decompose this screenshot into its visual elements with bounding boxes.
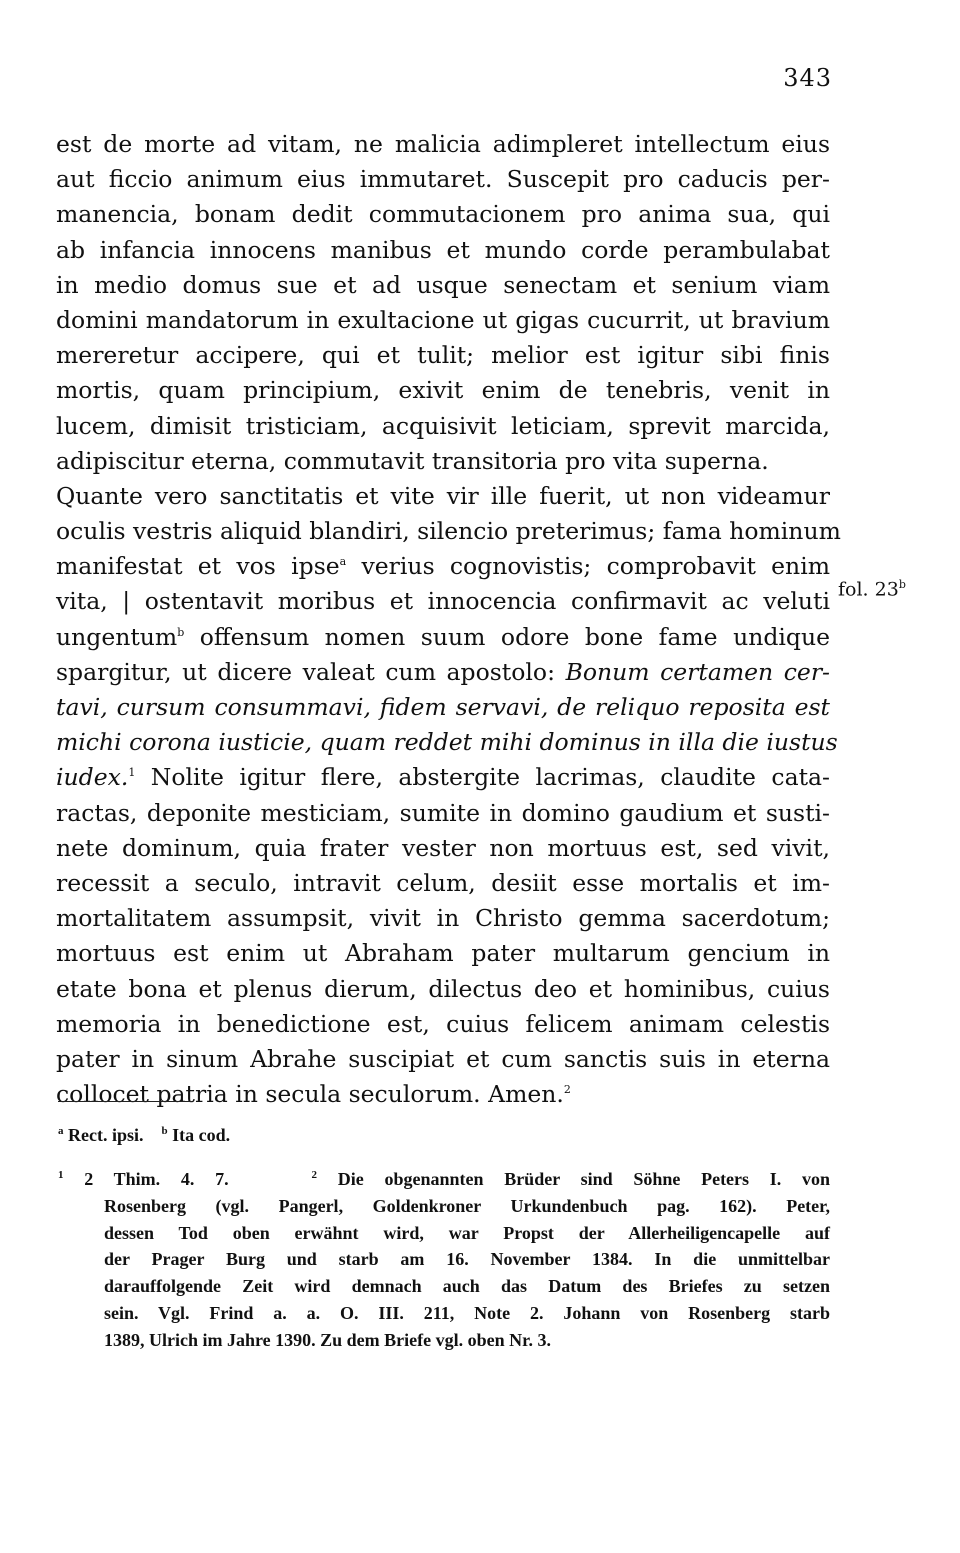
text-line: adipiscitur eterna, commutavit transitoria pro vita superna. xyxy=(56,446,769,475)
text-line: etate bona et plenus dierum, dilectus deo et hominibus, cuius xyxy=(56,974,830,1003)
text-span: verius cognovistis; comprobavit enim xyxy=(346,552,830,581)
text-line: ab infancia innocens manibus et mundo corde perambulabat xyxy=(56,235,830,264)
quotation-italic: iudex. xyxy=(56,763,129,792)
text-line: domini mandatorum in exultacione ut gigas cucurrit, ut bravium xyxy=(56,305,830,334)
text-span: offensum nomen suum odore bone fame undique xyxy=(184,622,830,651)
text-line: manencia, bonam dedit commutacionem pro anima sua, qui xyxy=(56,200,830,229)
text-line xyxy=(56,655,830,690)
text-line: oculis vestris aliquid blandiri, silencio preterimus; fama hominum xyxy=(56,517,841,546)
text-line: aut ficcio animum eius immutaret. Suscepit pro caducis per- xyxy=(56,165,830,194)
note-line xyxy=(58,1122,830,1149)
note-line: darauffolgende Zeit wird demnach auch das Datum des Briefes zu setzen xyxy=(104,1276,830,1297)
text-line: pater in sinum Abrahe suscipiat et cum sanctis suis in eterna xyxy=(56,1044,830,1073)
text-line: Quante vero sanctitatis et vite vir ille fuerit, ut non videamur xyxy=(56,481,830,510)
footnote-marker: 2 xyxy=(563,1083,571,1097)
footnote-marker: b xyxy=(177,625,185,639)
textual-notes xyxy=(58,1122,830,1149)
text-line: mortalitatem assumpsit, vivit in Christo gemma sacerdotum; xyxy=(56,904,830,933)
quotation-italic: tavi, cursum consummavi, fidem servavi, de reliquo reposita est xyxy=(56,693,830,721)
footnote-marker: a xyxy=(339,555,347,569)
text-span: collocet patria in secula seculorum. Amen. xyxy=(56,1080,564,1109)
folio-side: b xyxy=(898,578,906,591)
text-line: est de morte ad vitam, ne malicia adimpleret intellectum eius xyxy=(56,130,830,158)
footnote-marker: a xyxy=(58,1125,64,1137)
note-text: Die obgenannten Brüder sind Söhne Peters I. von xyxy=(317,1169,831,1189)
text-line: lucem, dimisit tristiciam, acquisivit leticiam, sprevit marcida, xyxy=(56,411,830,440)
note-line: Rosenberg (vgl. Pangerl, Goldenkroner Urkundenbuch pag. 162). Peter, xyxy=(104,1195,830,1216)
note-line: 1389, Ulrich im Jahre 1390. Zu dem Briefe vgl. oben Nr. 3. xyxy=(104,1329,551,1350)
note-text: Rect. ipsi. xyxy=(63,1125,144,1145)
text-line xyxy=(56,760,830,795)
folio-margin-note xyxy=(838,578,906,600)
text-line: nete dominum, quia frater vester non mortuus est, sed vivit, xyxy=(56,833,830,862)
text-line: mortuus est enim ut Abraham pater multarum gencium in xyxy=(56,939,830,968)
note-text: Ita cod. xyxy=(167,1125,231,1145)
text-line: mereretur accipere, qui et tulit; melior est igitur sibi finis xyxy=(56,341,830,370)
note-line: dessen Tod oben erwähnt wird, war Propst der Allerheiligencapelle auf xyxy=(104,1222,830,1243)
note-line: der Prager Burg und starb am 16. November 1384. In die unmittelbar xyxy=(104,1249,830,1270)
text-span: spargitur, ut dicere valeat cum apostolo: xyxy=(56,657,566,686)
text-line xyxy=(56,1077,830,1112)
text-span: manifestat et vos ipse xyxy=(56,552,340,581)
text-line: recessit a seculo, intravit celum, desiit esse mortalis et im- xyxy=(56,868,830,897)
text-span: Nolite igitur flere, abstergite lacrimas, claudite cata- xyxy=(135,763,830,792)
page-number: 343 xyxy=(783,64,832,92)
note-text: 2 Thim. 4. 7. xyxy=(63,1169,229,1189)
text-line: mortis, quam principium, exivit enim de tenebris, venit in xyxy=(56,376,830,405)
text-line: in medio domus sue et ad usque senectam et senium viam xyxy=(56,270,830,299)
text-span: ungentum xyxy=(56,622,178,651)
explanatory-notes xyxy=(58,1166,830,1354)
footnote-marker: 2 xyxy=(311,1169,317,1181)
folio-label: fol. 23 xyxy=(838,578,899,601)
text-line xyxy=(56,725,838,760)
footnote-marker: 1 xyxy=(58,1169,64,1181)
footnote-marker: 1 xyxy=(128,766,136,780)
text-line xyxy=(56,549,830,584)
footnote-marker: b xyxy=(161,1125,168,1137)
note-line xyxy=(58,1166,830,1193)
main-text xyxy=(56,127,841,1112)
footnote-rule xyxy=(58,1101,192,1102)
text-line xyxy=(56,620,830,655)
text-line xyxy=(56,690,830,725)
text-line: vita, | ostentavit moribus et innocencia confirmavit ac veluti xyxy=(56,587,830,616)
text-line: ractas, deponite mesticiam, sumite in domino gaudium et susti- xyxy=(56,798,830,827)
text-line: memoria in benedictione est, cuius felicem animam celestis xyxy=(56,1009,830,1038)
note-line: sein. Vgl. Frind a. a. O. III. 211, Note 2. Johann von Rosenberg starb xyxy=(104,1302,830,1323)
quotation-italic: Bonum certamen cer- xyxy=(565,657,830,686)
quotation-italic: michi corona iusticie, quam reddet mihi dominus in illa die iustus xyxy=(56,728,838,757)
